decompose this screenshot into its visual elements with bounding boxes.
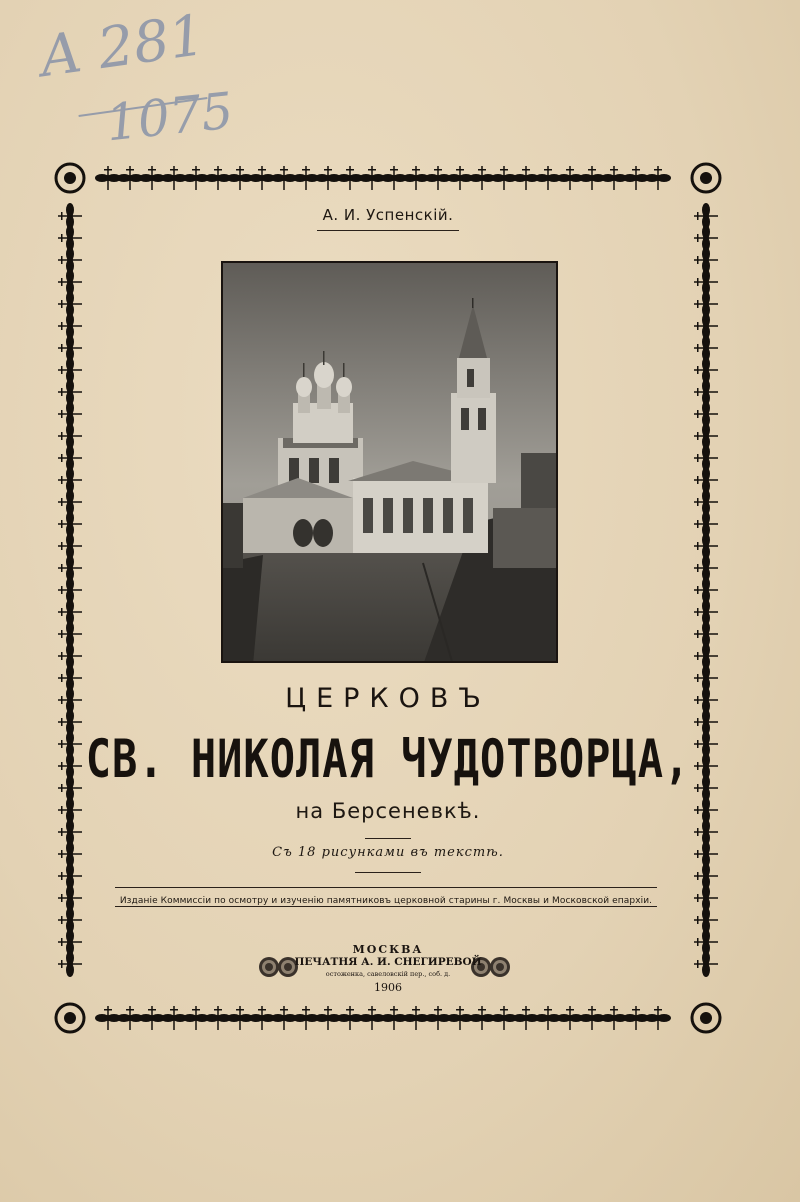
commission-banner bbox=[115, 887, 657, 907]
title-line-1: ЦЕРКОВЪ bbox=[285, 683, 491, 714]
shelfmark-line-2: 1075 bbox=[103, 81, 236, 153]
shelfmark-line-1: A 281 bbox=[36, 2, 209, 91]
commission-note: Изданіе Коммиссіи по осмотру и изученію памятниковъ церковной старины г. Москвы и Московской епархіи. bbox=[119, 896, 653, 906]
rule-below-note bbox=[355, 872, 421, 873]
imprint-city: МОСКВА bbox=[352, 943, 424, 956]
library-shelfmark bbox=[18, 2, 236, 170]
imprint-address: остоженка, савеловскій пер., соб. д. bbox=[325, 970, 451, 978]
imprint-block bbox=[0, 943, 776, 995]
author-line bbox=[0, 205, 776, 231]
imprint-press: ПЕЧАТНЯ А. И. СНЕГИРЕВОЙ bbox=[294, 956, 482, 968]
church-photo-icon bbox=[223, 263, 558, 663]
title-line-2: СВ. НИКОЛАЯ ЧУДОТВОРЦА, bbox=[85, 728, 691, 790]
author-name: А. И. Успенскій. bbox=[317, 206, 460, 231]
imprint-year: 1906 bbox=[374, 981, 402, 994]
rule-above-note bbox=[365, 838, 411, 839]
title-line-3: на Берсеневкѣ. bbox=[295, 799, 481, 823]
illustrations-note: Съ 18 рисунками въ текстѣ. bbox=[272, 845, 504, 860]
church-photograph bbox=[221, 261, 558, 663]
